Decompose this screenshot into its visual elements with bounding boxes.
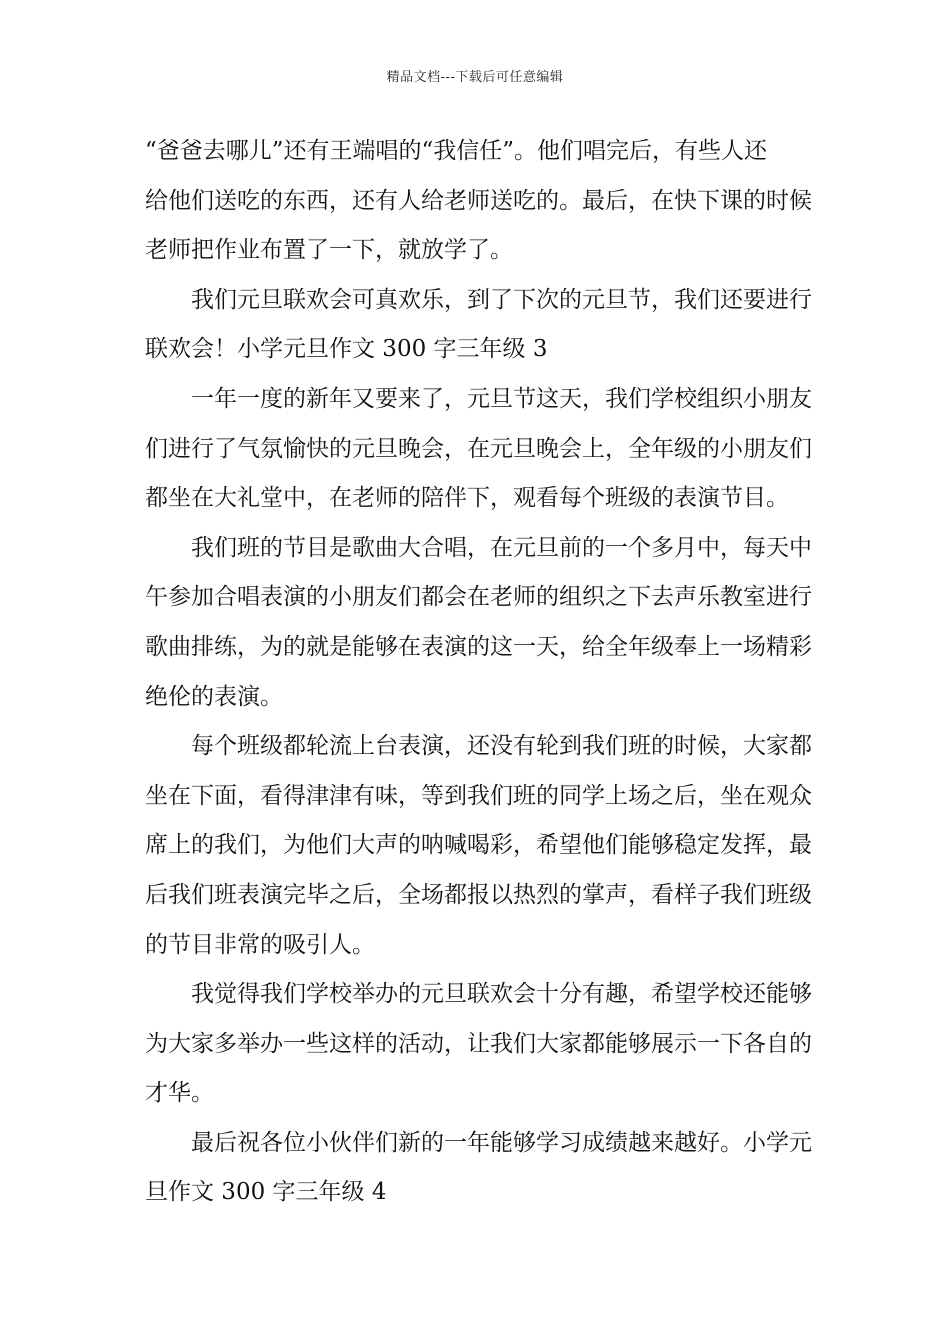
text-line: 后我们班表演完毕之后，全场都报以热烈的掌声，看样子我们班级 [145, 881, 812, 908]
text-line: 一年一度的新年又要来了，元旦节这天，我们学校组织小朋友 [191, 385, 812, 412]
text-line: 席上的我们，为他们大声的呐喊喝彩，希望他们能够稳定发挥，最 [145, 832, 812, 859]
text-line: 绝伦的表演。 [145, 683, 283, 710]
text-line: 老师把作业布置了一下，就放学了。 [145, 237, 513, 264]
document-body [145, 127, 812, 1218]
page-header: 精品文档---下载后可任意编辑 [386, 70, 564, 85]
text-line: 给他们送吃的东西，还有人给老师送吃的。最后，在快下课的时候 [145, 187, 812, 214]
text-line: 坐在下面，看得津津有味，等到我们班的同学上场之后，坐在观众 [145, 782, 812, 809]
text-line: 我们班的节目是歌曲大合唱，在元旦前的一个多月中，每天中 [191, 534, 812, 561]
text-line: 的节目非常的吸引人。 [145, 931, 375, 958]
text-line: 们进行了气氛愉快的元旦晚会，在元旦晚会上，全年级的小朋友们 [145, 435, 812, 462]
text-line: 午参加合唱表演的小朋友们都会在老师的组织之下去声乐教室进行 [145, 584, 812, 611]
text-line: 我觉得我们学校举办的元旦联欢会十分有趣，希望学校还能够 [191, 981, 812, 1008]
text-line: “爸爸去哪儿”还有王端唱的“我信任”。他们唱完后，有些人还 [145, 138, 768, 164]
text-line: 都坐在大礼堂中，在老师的陪伴下，观看每个班级的表演节目。 [145, 485, 789, 512]
text-line: 旦作文 300 字三年级 4 [145, 1179, 387, 1206]
text-line: 歌曲排练，为的就是能够在表演的这一天，给全年级奉上一场精彩 [145, 633, 812, 660]
text-line: 为大家多举办一些这样的活动，让我们大家都能够展示一下各自的 [145, 1030, 812, 1057]
text-line: 最后祝各位小伙伴们新的一年能够学习成绩越来越好。小学元 [191, 1129, 812, 1156]
text-line: 每个班级都轮流上台表演，还没有轮到我们班的时候，大家都 [191, 733, 812, 760]
text-line: 才华。 [145, 1080, 214, 1107]
text-line: 我们元旦联欢会可真欢乐，到了下次的元旦节，我们还要进行 [191, 286, 812, 313]
text-line: 联欢会！小学元旦作文 300 字三年级 3 [145, 336, 548, 363]
